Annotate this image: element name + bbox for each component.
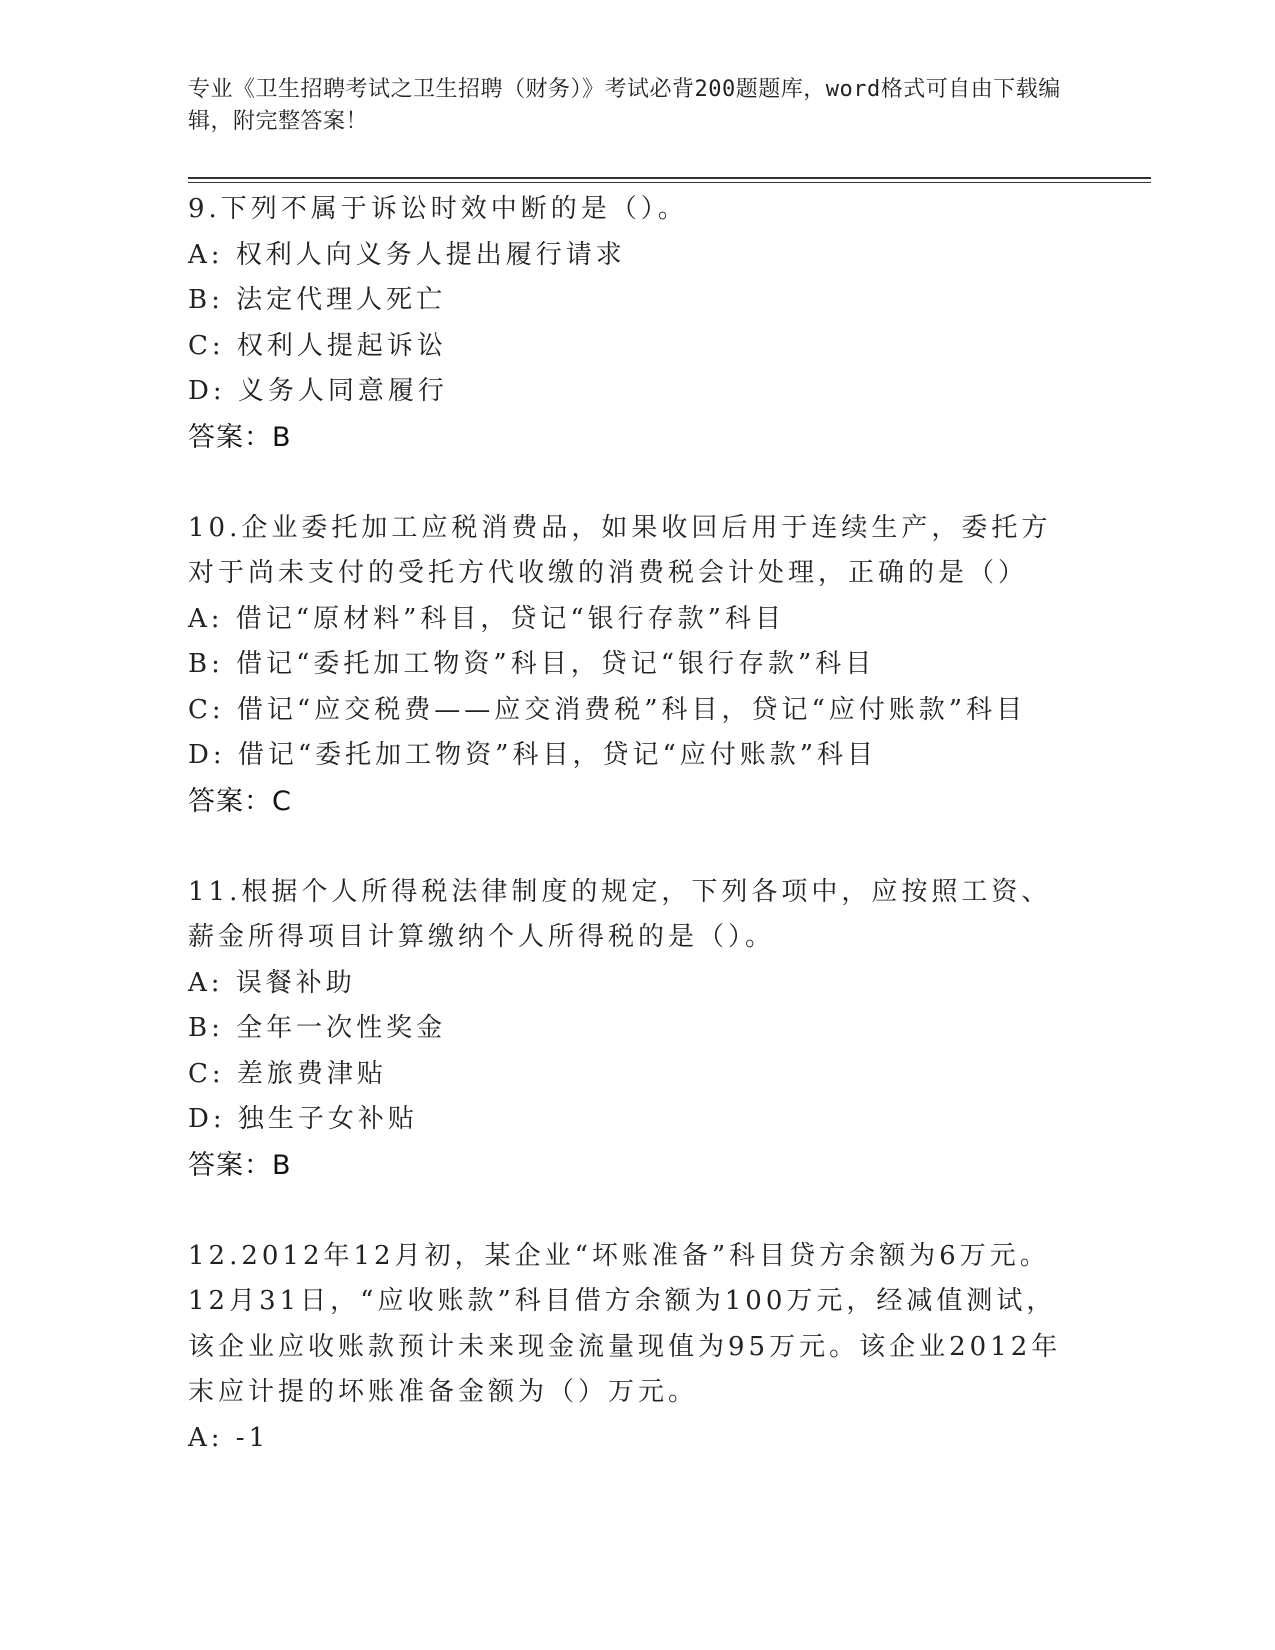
question-list <box>188 187 1068 1461</box>
header-rule-thick <box>188 177 1151 179</box>
spacer <box>188 824 1068 870</box>
question-9 <box>188 187 1068 460</box>
question-stem: 11.根据个人所得税法律制度的规定，下列各项中，应按照工资、薪金所得项目计算缴纳个人所得税的是（）。 <box>188 876 1052 952</box>
option-a: A: -1 <box>188 1422 270 1453</box>
option-c: C: 差旅费津贴 <box>188 1058 387 1089</box>
question-12 <box>188 1234 1068 1462</box>
option-a: A: 误餐补助 <box>188 967 356 998</box>
question-10 <box>188 506 1068 825</box>
spacer <box>188 1188 1068 1234</box>
option-b: B: 法定代理人死亡 <box>188 285 447 315</box>
question-stem: 12.2012年12月初，某企业“坏账准备”科目贷方余额为6万元。12月31日，“应收账款”科目借方余额为100万元，经减值测试，该企业应收账款预计未来现金流量现值为95万元。该企业2012年末应计提的坏账准备金额为（）万元。 <box>188 1240 1062 1407</box>
option-d: D: 借记“委托加工物资”科目，贷记“应付账款”科目 <box>188 740 878 770</box>
document-header: 专业《卫生招聘考试之卫生招聘（财务）》考试必背200题题库，word格式可自由下载编辑，附完整答案！ <box>188 77 1061 134</box>
question-stem: 9.下列不属于诉讼时效中断的是（）。 <box>188 194 688 224</box>
option-d: D: 独生子女补贴 <box>188 1104 418 1134</box>
option-a: A: 权利人向义务人提出履行请求 <box>188 239 626 270</box>
option-b: B: 全年一次性奖金 <box>188 1013 447 1043</box>
answer: 答案：B <box>188 1149 292 1181</box>
question-stem: 10.企业委托加工应税消费品，如果收回后用于连续生产，委托方对于尚未支付的受托方代收缴的消费税会计处理，正确的是（） <box>188 512 1052 588</box>
option-d: D: 义务人同意履行 <box>188 376 448 406</box>
option-c: C: 借记“应交税费——应交消费税”科目，贷记“应付账款”科目 <box>188 694 1027 725</box>
answer: 答案：C <box>188 785 292 817</box>
option-b: B: 借记“委托加工物资”科目，贷记“银行存款”科目 <box>188 649 876 679</box>
option-c: C: 权利人提起诉讼 <box>188 330 447 361</box>
header-rule-thin <box>188 182 1151 183</box>
spacer <box>188 460 1068 506</box>
question-11 <box>188 870 1068 1189</box>
option-a: A: 借记“原材料”科目，贷记“银行存款”科目 <box>188 603 785 634</box>
answer: 答案：B <box>188 421 292 453</box>
